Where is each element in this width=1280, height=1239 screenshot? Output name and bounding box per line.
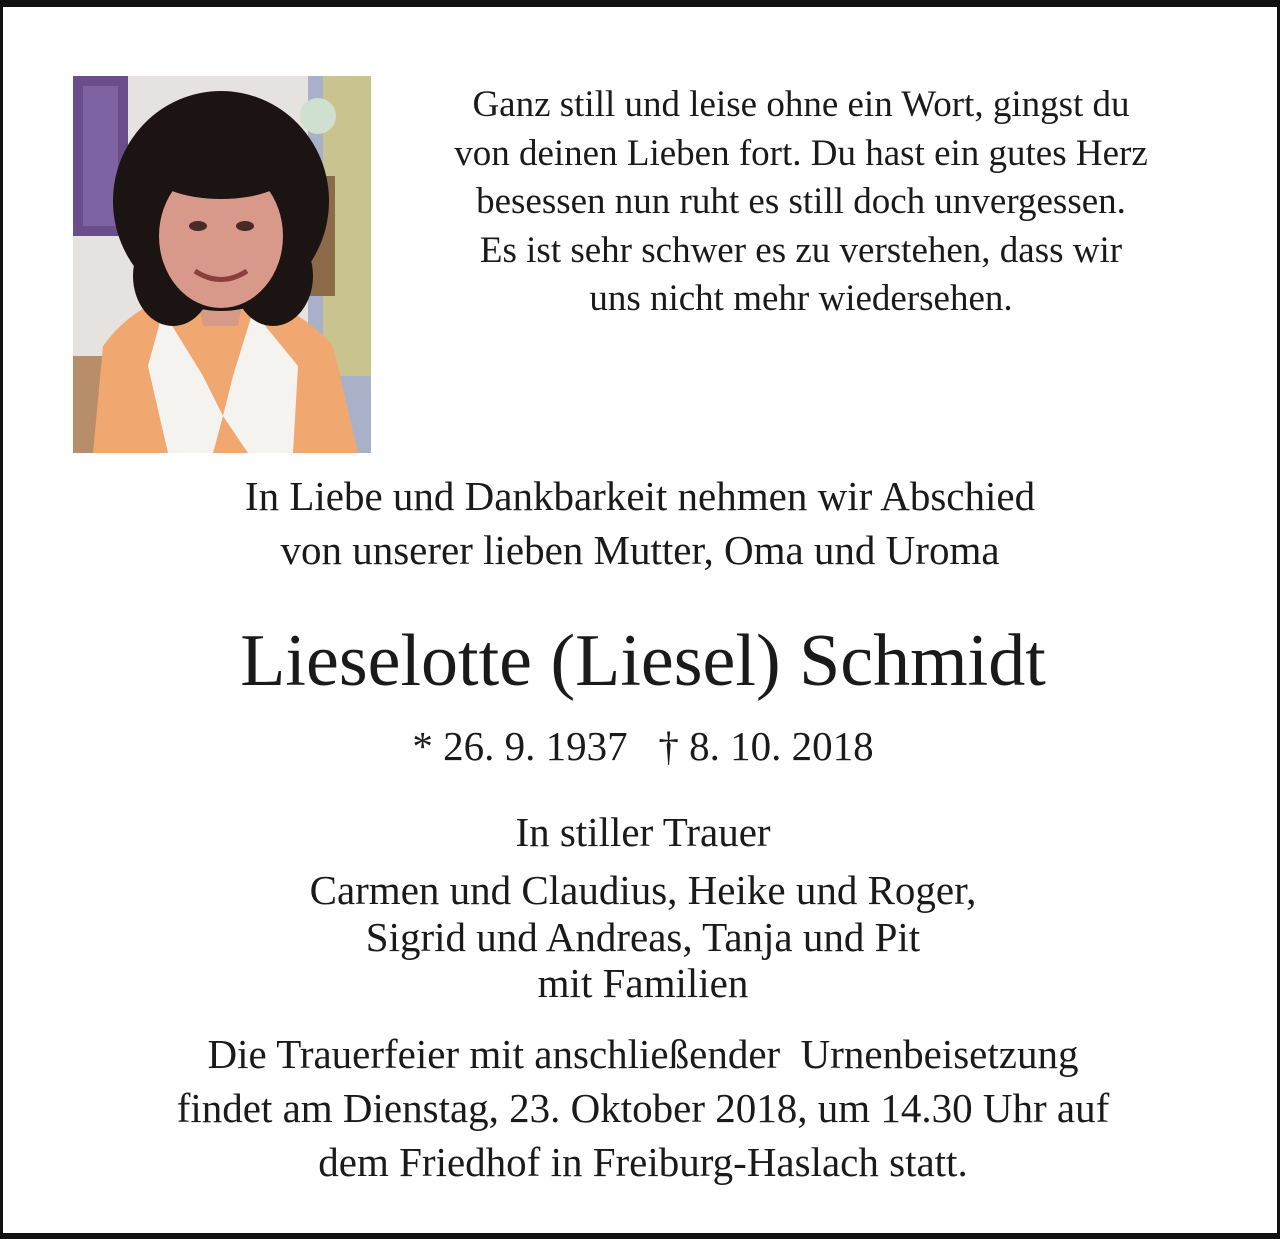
service-line: dem Friedhof in Freiburg-Haslach statt. (318, 1139, 968, 1185)
service-line: Die Trauerfeier mit anschließender Urnenbeisetzung (207, 1031, 1079, 1077)
farewell-intro (3, 469, 1277, 577)
mourning-heading: In stiller Trauer (515, 809, 771, 855)
life-dates: * 26. 9. 1937 † 8. 10. 2018 (412, 723, 874, 769)
mourners-line: Sigrid und Andreas, Tanja und Pit (365, 913, 921, 960)
portrait-photo (73, 76, 371, 453)
mourners-line: mit Familien (537, 960, 749, 1006)
poem-line: uns nicht mehr wiedersehen. (589, 278, 1013, 319)
poem (381, 81, 1221, 324)
mourners-line: Carmen und Claudius, Heike und Roger, (309, 867, 977, 913)
mourners-list (3, 867, 1280, 1007)
poem-line: Ganz still und leise ohne ein Wort, gingst du (472, 84, 1130, 125)
intro-line: In Liebe und Dankbarkeit nehmen wir Abschied (244, 473, 1036, 519)
deceased-name: Lieselotte (Liesel) Schmidt (240, 620, 1046, 702)
poem-line: besessen nun ruht es still doch unvergessen. (476, 181, 1126, 222)
poem-line: Es ist sehr schwer es zu verstehen, dass wir (479, 229, 1123, 271)
funeral-service-info (3, 1027, 1280, 1189)
service-line: findet am Dienstag, 23. Oktober 2018, um 14.30 Uhr auf (176, 1085, 1110, 1131)
intro-line: von unserer lieben Mutter, Oma und Uroma (280, 527, 1000, 573)
poem-line: von deinen Lieben fort. Du hast ein gutes Herz (454, 132, 1148, 174)
